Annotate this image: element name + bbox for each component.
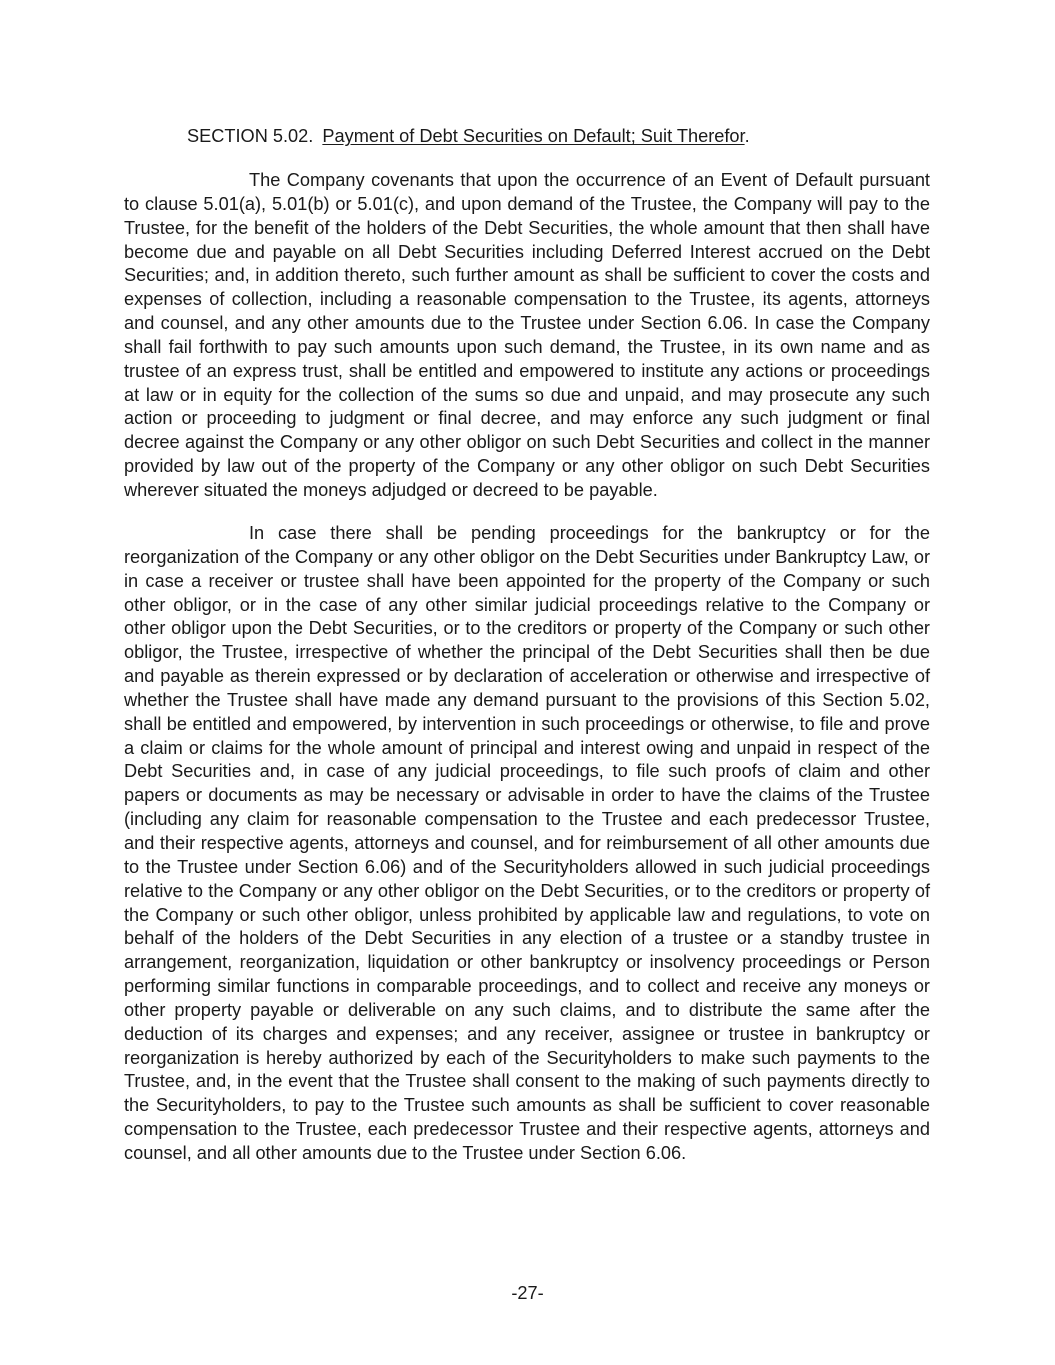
body-paragraph-1: The Company covenants that upon the occurrence of an Event of Default pursuant to clause 5.01(a), 5.01(b) or 5.01(c), and upon demand of the Trustee, the Company will pay to the Trustee, for the benefit of the holders of the Debt Securities, the whole amount that then shall have become due and payable on all Debt Securities including Deferred Interest accrued on the Debt Securities; and, in addition thereto, such further amount as shall be sufficient to cover the costs and expenses of collection, including a reasonable compensation to the Trustee, its agents, attorneys and counsel, and any other amounts due to the Trustee under Section 6.06. In case the Company shall fail forthwith to pay such amounts upon such demand, the Trustee, in its own name and as trustee of an express trust, shall be entitled and empowered to institute any actions or proceedings at law or in equity for the collection of the sums so due and unpaid, and may prosecute any such action or proceeding to judgment or final decree, and may enforce any such judgment or final decree against the Company or any other obligor on such Debt Securities and collect in the manner provided by law out of the property of the Company or any other obligor on such Debt Securities wherever situated the moneys adjudged or decreed to be payable. bbox=[124, 170, 930, 500]
section-heading bbox=[187, 124, 750, 148]
body-paragraph-2: In case there shall be pending proceedings for the bankruptcy or for the reorganization of the Company or any other obligor on the Debt Securities under Bankruptcy Law, or in case a receiver or trustee shall have been appointed for the property of the Company or such other obligor, or in the case of any other similar judicial proceedings relative to the Company or other obligor upon the Debt Securities, or to the creditors or property of the Company or such other obligor, the Trustee, irrespective of whether the principal of the Debt Securities shall then be due and payable as therein expressed or by declaration of acceleration or otherwise and irrespective of whether the Trustee shall have made any demand pursuant to the provisions of this Section 5.02, shall be entitled and empowered, by intervention in such proceedings or otherwise, to file and prove a claim or claims for the whole amount of principal and interest owing and unpaid in respect of the Debt Securities and, in case of any judicial proceedings, to file such proofs of claim and other papers or documents as may be necessary or advisable in order to have the claims of the Trustee (including any claim for reasonable compensation to the Trustee and each predecessor Trustee, and their respective agents, attorneys and counsel, and for reimbursement of all other amounts due to the Trustee under Section 6.06) and of the Securityholders allowed in such judicial proceedings relative to the Company or any other obligor on the Debt Securities, or to the creditors or property of the Company or such other obligor, unless prohibited by applicable law and regulations, to vote on behalf of the holders of the Debt Securities in any election of a trustee or a standby trustee in arrangement, reorganization, liquidation or other bankruptcy or insolvency proceedings or Person performing similar functions in comparable proceedings, and to collect and receive any moneys or other property payable or deliverable on any such claims, and to distribute the same after the deduction of its charges and expenses; and any receiver, assignee or trustee in bankruptcy or reorganization is hereby authorized by each of the Securityholders to make such payments to the Trustee, and, in the event that the Trustee shall consent to the making of such payments directly to the Securityholders, to pay to the Trustee such amounts as shall be sufficient to cover reasonable compensation to the Trustee, each predecessor Trustee and their respective agents, attorneys and counsel, and all other amounts due to the Trustee under Section 6.06. bbox=[124, 523, 930, 1163]
page-number: -27- bbox=[511, 1283, 544, 1303]
section-title: Payment of Debt Securities on Default; Suit Therefor bbox=[322, 126, 745, 146]
section-number: SECTION 5.02. bbox=[187, 126, 314, 146]
section-title-period: . bbox=[744, 126, 750, 146]
